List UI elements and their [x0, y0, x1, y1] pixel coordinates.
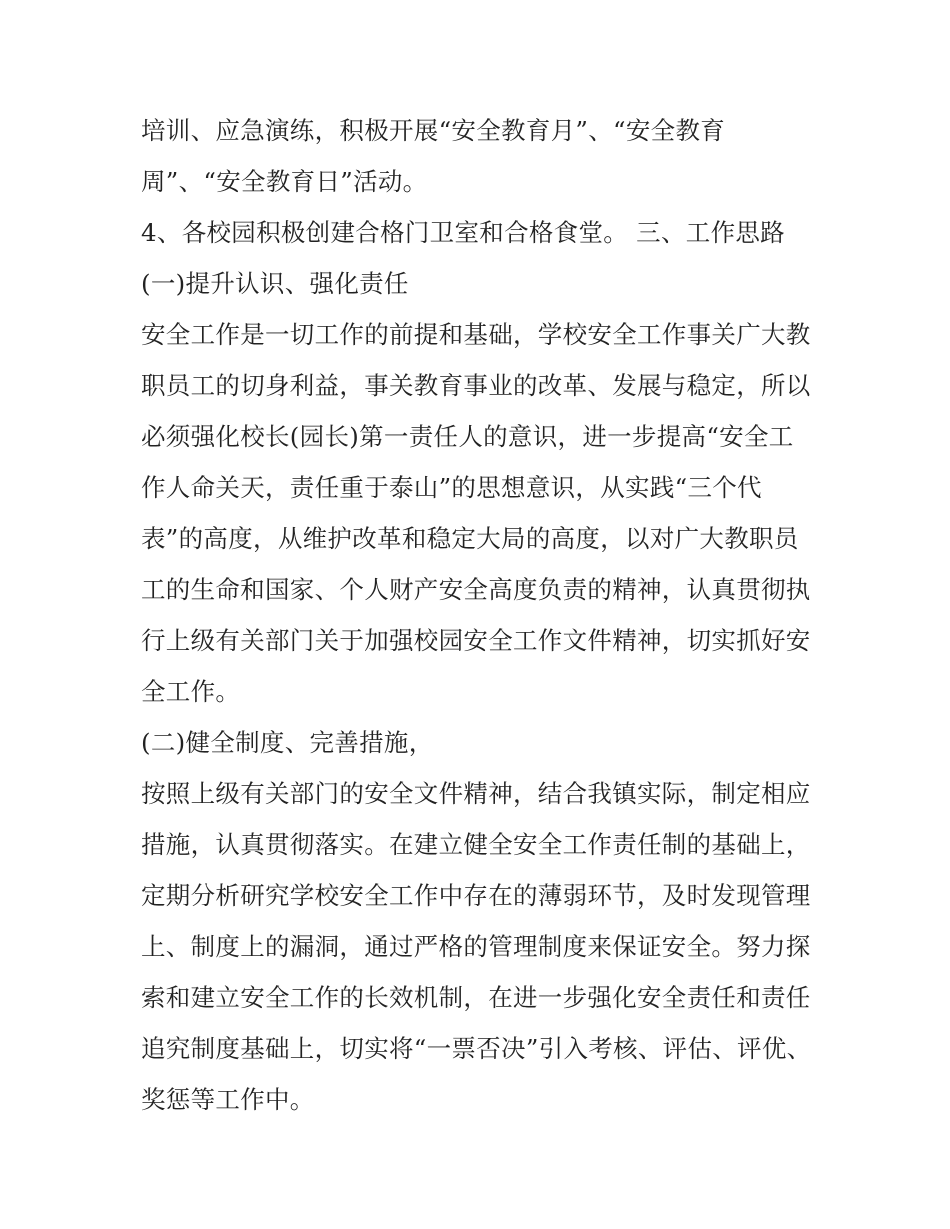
text-line: 安全工作是一切工作的前提和基础，学校安全工作事关广大教 — [141, 320, 811, 349]
text-line: 4、各校园积极创建合格门卫室和合格食堂。 三、工作思路 — [141, 218, 785, 247]
text-line: 措施，认真贯彻落实。在建立健全安全工作责任制的基础上， — [141, 830, 811, 859]
text-line: 索和建立安全工作的长效机制，在进一步强化安全责任和责任 — [141, 983, 811, 1012]
text-line: 工的生命和国家、个人财产安全高度负责的精神，认真贯彻执 — [141, 575, 811, 604]
text-line: 培训、应急演练，积极开展“安全教育月”、“安全教育 — [141, 116, 726, 145]
text-line: 作人命关天，责任重于泰山”的思想意识，从实践“三个代 — [141, 473, 762, 502]
text-line: 职员工的切身利益，事关教育事业的改革、发展与稳定，所以 — [141, 371, 811, 400]
text-line: 表”的高度，从维护改革和稳定大局的高度，以对广大教职员 — [141, 524, 799, 553]
document-body — [141, 105, 821, 1125]
section-heading: (二)健全制度、完善措施， — [141, 728, 434, 757]
section-heading: (一)提升认识、强化责任 — [141, 269, 409, 298]
text-line: 追究制度基础上，切实将“一票否决”引入考核、评估、评优、 — [141, 1034, 812, 1063]
text-line: 全工作。 — [141, 677, 241, 706]
text-line: 按照上级有关部门的安全文件精神，结合我镇实际，制定相应 — [141, 779, 811, 808]
text-line: 周”、“安全教育日”活动。 — [141, 167, 428, 196]
text-line: 行上级有关部门关于加强校园安全工作文件精神，切实抓好安 — [141, 626, 811, 655]
text-line: 上、制度上的漏洞，通过严格的管理制度来保证安全。努力探 — [141, 932, 811, 961]
text-line: 奖惩等工作中。 — [141, 1085, 315, 1114]
text-line: 必须强化校长(园长)第一责任人的意识，进一步提高“安全工 — [141, 422, 794, 451]
text-line: 定期分析研究学校安全工作中存在的薄弱环节，及时发现管理 — [141, 881, 811, 910]
